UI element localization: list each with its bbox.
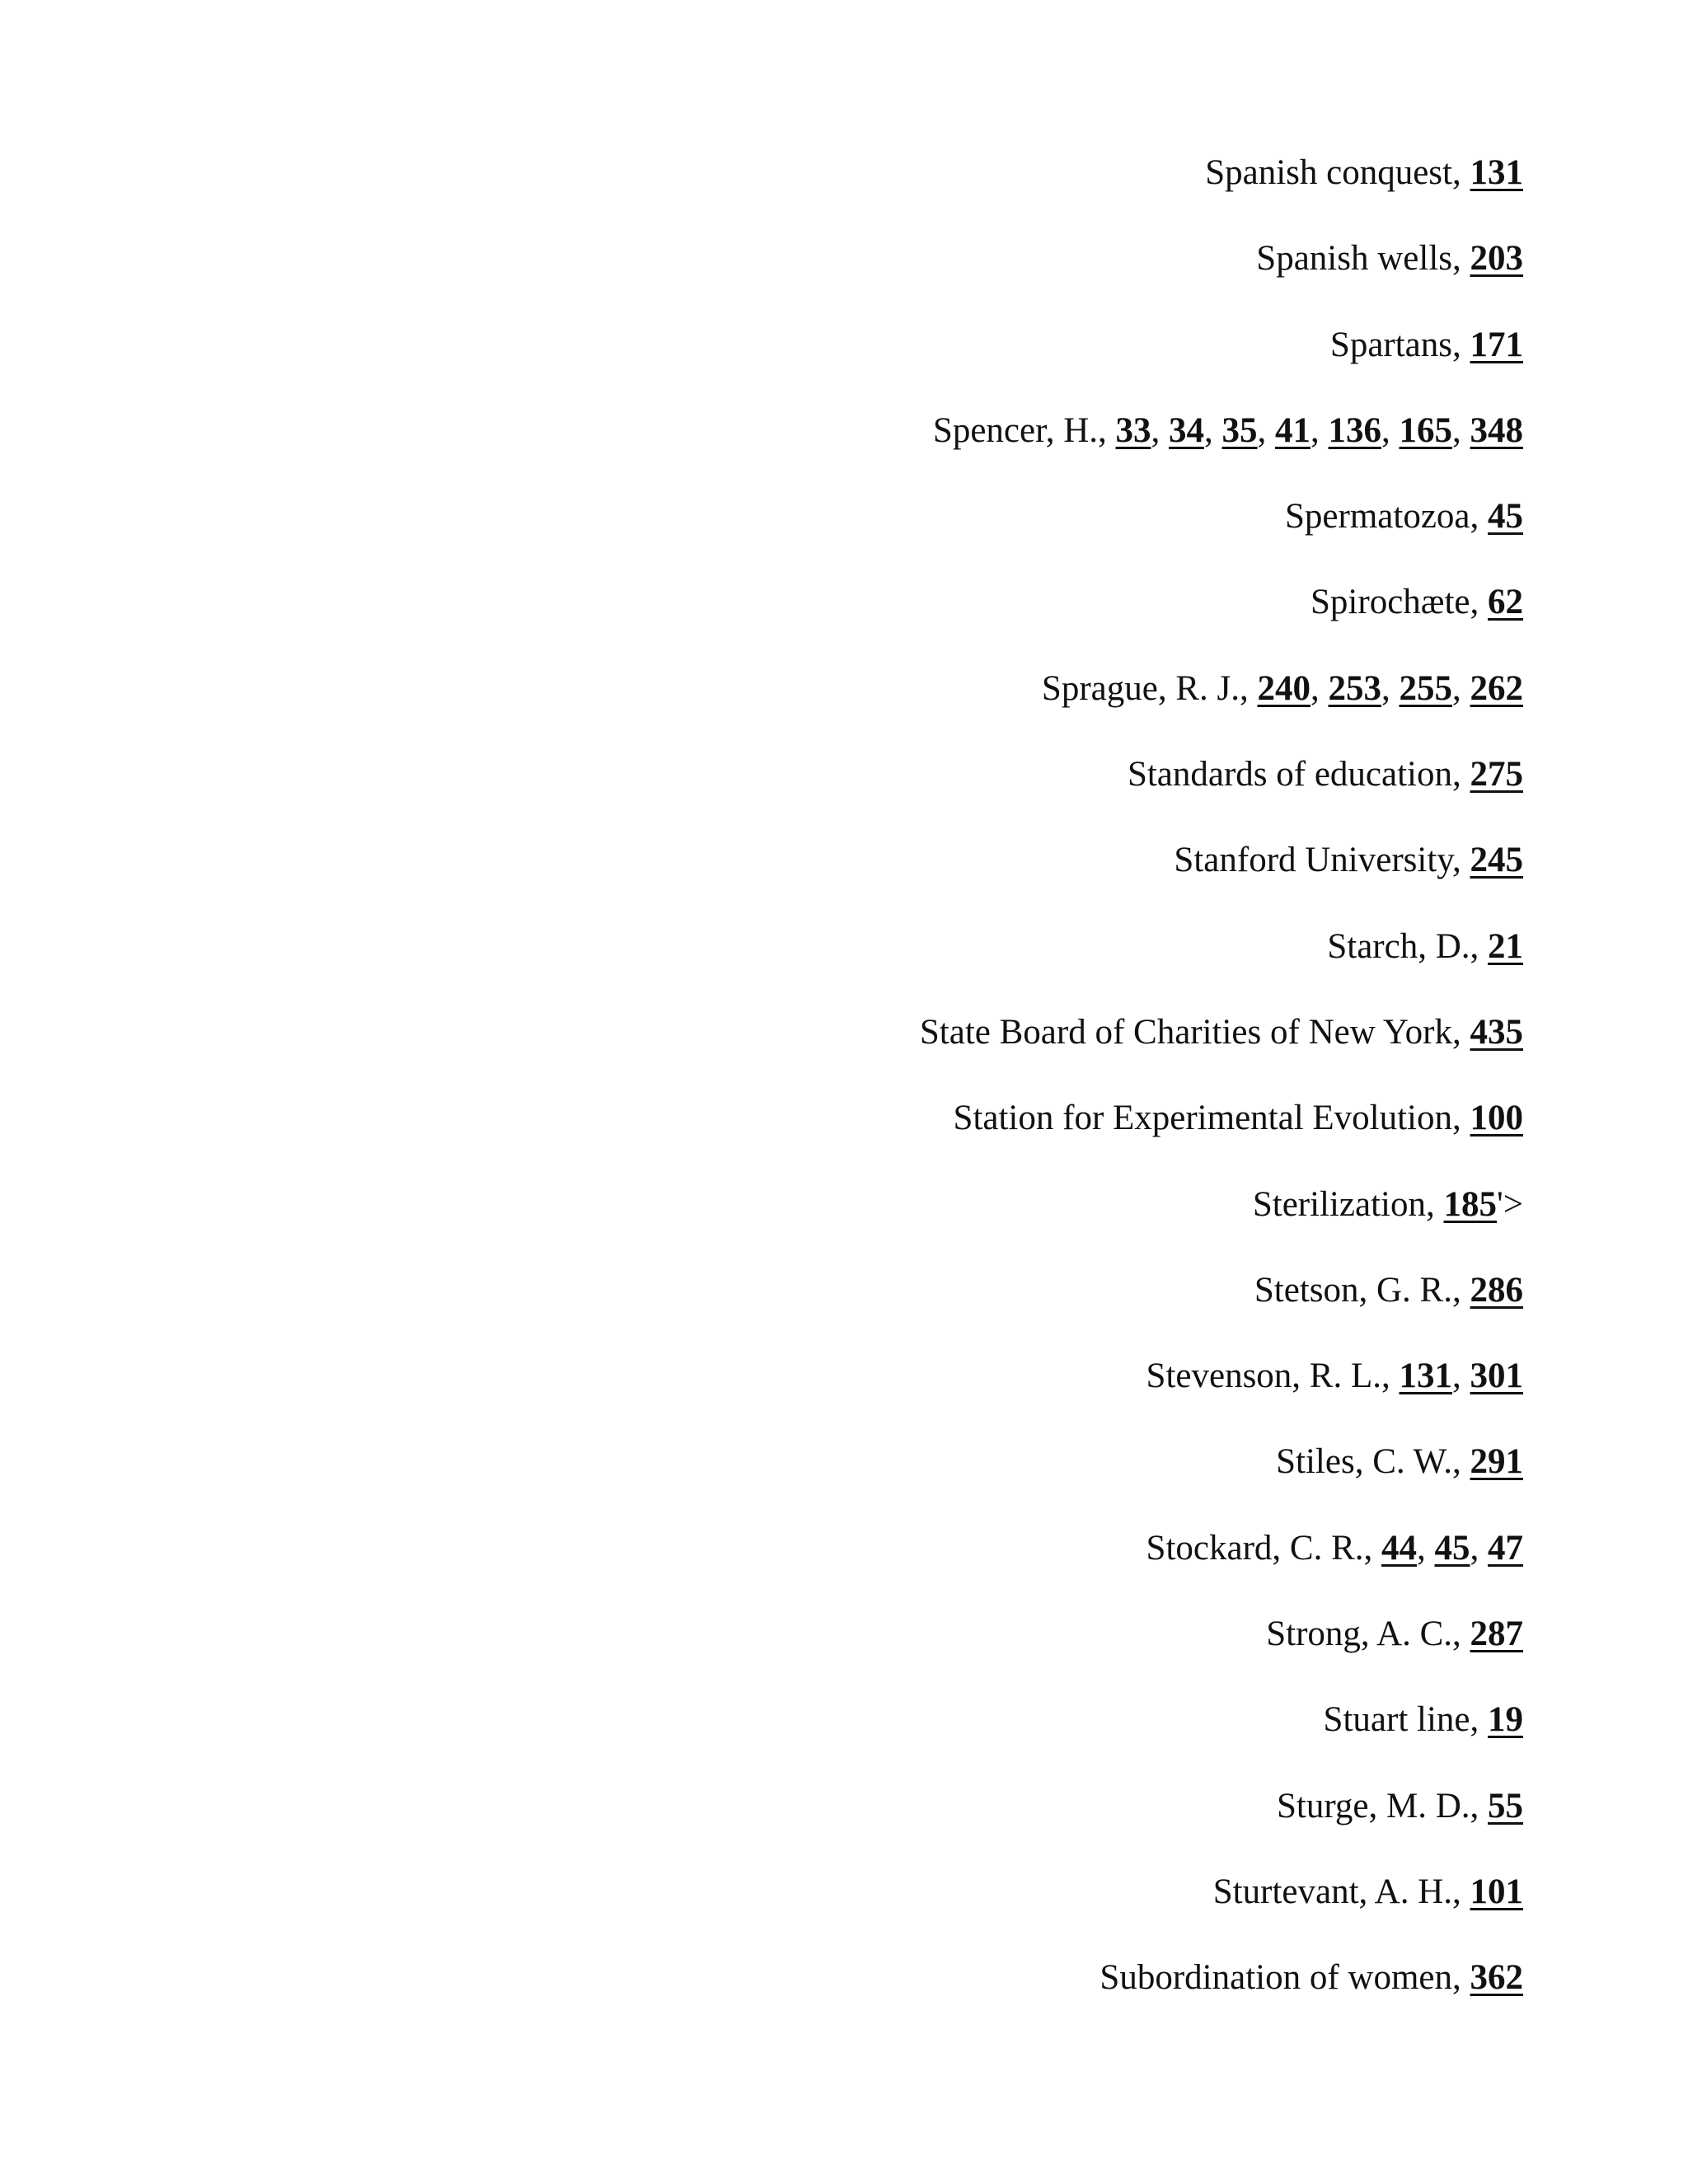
page-number-link[interactable]: 253	[1328, 668, 1381, 708]
index-entry	[920, 407, 1523, 455]
comma-separator: ,	[1426, 1184, 1444, 1224]
index-entry	[920, 665, 1523, 713]
index-term: Sturtevant, A. H.	[1212, 1872, 1452, 1911]
page-number-link[interactable]: 348	[1470, 410, 1523, 450]
index-term: Spirochæte	[1311, 583, 1470, 622]
comma-separator: ,	[1452, 1872, 1470, 1911]
index-term: Standards of education	[1127, 755, 1452, 794]
index-term: Sturge, M. D.	[1276, 1786, 1470, 1825]
index-term: Stanford University	[1174, 841, 1452, 880]
comma-separator: ,	[1452, 153, 1470, 192]
page-number-link[interactable]: 245	[1470, 841, 1523, 880]
comma-separator: ,	[1257, 410, 1275, 450]
comma-separator: ,	[1470, 583, 1488, 622]
index-term: Spanish wells	[1256, 239, 1452, 279]
index-term: Spartans	[1329, 325, 1452, 364]
page-number-link[interactable]: 100	[1470, 1099, 1523, 1138]
index-term: State Board of Charities of New York	[919, 1012, 1452, 1052]
entry-suffix: '>	[1497, 1184, 1523, 1224]
page-number-link[interactable]: 19	[1488, 1700, 1523, 1740]
comma-separator: ,	[1363, 1528, 1381, 1568]
comma-separator: ,	[1470, 1700, 1488, 1740]
page-number-link[interactable]: 291	[1470, 1442, 1523, 1482]
comma-separator: ,	[1452, 239, 1470, 279]
comma-separator: ,	[1381, 1357, 1400, 1396]
index-term: Strong, A. C.	[1266, 1615, 1452, 1654]
index-entry	[920, 1438, 1523, 1486]
comma-separator: ,	[1311, 668, 1329, 708]
comma-separator: ,	[1452, 841, 1470, 880]
page-number-link[interactable]: 131	[1470, 153, 1523, 192]
index-term: Stetson, G. R.	[1254, 1270, 1452, 1310]
page-number-link[interactable]: 240	[1257, 668, 1311, 708]
comma-separator: ,	[1452, 325, 1470, 364]
index-term: Stuart line	[1323, 1700, 1470, 1740]
index-entry	[920, 923, 1523, 971]
index-term: Sterilization	[1252, 1184, 1426, 1224]
page-number-link[interactable]: 41	[1275, 410, 1311, 450]
index-entry	[920, 1267, 1523, 1315]
index-entry	[920, 1783, 1523, 1830]
index-entry	[920, 579, 1523, 626]
index-entry	[920, 1009, 1523, 1057]
index-term: Stockard, C. R.	[1146, 1528, 1364, 1568]
index-entry	[920, 493, 1523, 541]
comma-separator: ,	[1452, 755, 1470, 794]
comma-separator: ,	[1381, 410, 1400, 450]
page-number-link[interactable]: 44	[1381, 1528, 1417, 1568]
index-term: Starch, D.	[1327, 926, 1470, 966]
comma-separator: ,	[1381, 668, 1400, 708]
comma-separator: ,	[1470, 1528, 1488, 1568]
comma-separator: ,	[1452, 1012, 1470, 1052]
page-number-link[interactable]: 136	[1328, 410, 1381, 450]
page-number-link[interactable]: 62	[1488, 583, 1523, 622]
page-number-link[interactable]: 34	[1169, 410, 1204, 450]
page-number-link[interactable]: 165	[1399, 410, 1452, 450]
page-number-link[interactable]: 435	[1470, 1012, 1523, 1052]
index-entry	[920, 1525, 1523, 1572]
index-term: Station for Experimental Evolution	[953, 1099, 1452, 1138]
page-number-link[interactable]: 45	[1488, 497, 1523, 537]
comma-separator: ,	[1098, 410, 1116, 450]
page-number-link[interactable]: 55	[1488, 1786, 1523, 1825]
comma-separator: ,	[1470, 1786, 1488, 1825]
index-term: Sprague, R. J.	[1041, 668, 1240, 708]
index-term: Stiles, C. W.	[1276, 1442, 1452, 1482]
page-number-link[interactable]: 47	[1488, 1528, 1523, 1568]
comma-separator: ,	[1151, 410, 1169, 450]
comma-separator: ,	[1452, 410, 1470, 450]
page-number-link[interactable]: 362	[1470, 1958, 1523, 1998]
page-number-link[interactable]: 131	[1399, 1357, 1452, 1396]
comma-separator: ,	[1240, 668, 1258, 708]
page-number-link[interactable]: 21	[1488, 926, 1523, 966]
page-number-link[interactable]: 287	[1470, 1615, 1523, 1654]
page-number-link[interactable]: 35	[1221, 410, 1258, 450]
comma-separator: ,	[1311, 410, 1329, 450]
index-entry	[920, 1954, 1523, 2002]
index-term: Subordination of women	[1100, 1958, 1452, 1998]
index-entry	[920, 235, 1523, 283]
comma-separator: ,	[1417, 1528, 1435, 1568]
page-number-link[interactable]: 171	[1470, 325, 1523, 364]
index-entry	[920, 751, 1523, 799]
comma-separator: ,	[1470, 926, 1488, 966]
page-number-link[interactable]: 203	[1470, 239, 1523, 279]
comma-separator: ,	[1452, 1099, 1470, 1138]
index-entry	[920, 1094, 1523, 1142]
comma-separator: ,	[1452, 1442, 1470, 1482]
comma-separator: ,	[1452, 1270, 1470, 1310]
index-entry	[920, 837, 1523, 884]
index-term: Spencer, H.	[932, 410, 1098, 450]
page-number-link[interactable]: 262	[1470, 668, 1523, 708]
page-number-link[interactable]: 101	[1470, 1872, 1523, 1911]
index-entry	[920, 321, 1523, 369]
comma-separator: ,	[1452, 1958, 1470, 1998]
comma-separator: ,	[1452, 1615, 1470, 1654]
page-number-link[interactable]: 286	[1470, 1270, 1523, 1310]
index-entry	[920, 149, 1523, 197]
page-number-link[interactable]: 33	[1115, 410, 1151, 450]
comma-separator: ,	[1452, 668, 1470, 708]
index-term: Spermatozoa	[1285, 497, 1470, 537]
index-list	[920, 149, 1523, 2041]
page-number-link[interactable]: 45	[1434, 1528, 1470, 1568]
index-entry	[920, 1181, 1523, 1229]
comma-separator: ,	[1452, 1357, 1470, 1396]
index-term: Spanish conquest	[1205, 153, 1452, 192]
index-entry	[920, 1868, 1523, 1916]
comma-separator: ,	[1204, 410, 1222, 450]
page-number-link[interactable]: 255	[1399, 668, 1452, 708]
page-number-link[interactable]: 275	[1470, 755, 1523, 794]
index-entry	[920, 1610, 1523, 1658]
comma-separator: ,	[1470, 497, 1488, 537]
index-entry	[920, 1352, 1523, 1400]
index-term: Stevenson, R. L.	[1146, 1357, 1381, 1396]
page-number-link[interactable]: 185	[1443, 1184, 1497, 1224]
page-number-link[interactable]: 301	[1470, 1357, 1523, 1396]
index-entry	[920, 1696, 1523, 1744]
